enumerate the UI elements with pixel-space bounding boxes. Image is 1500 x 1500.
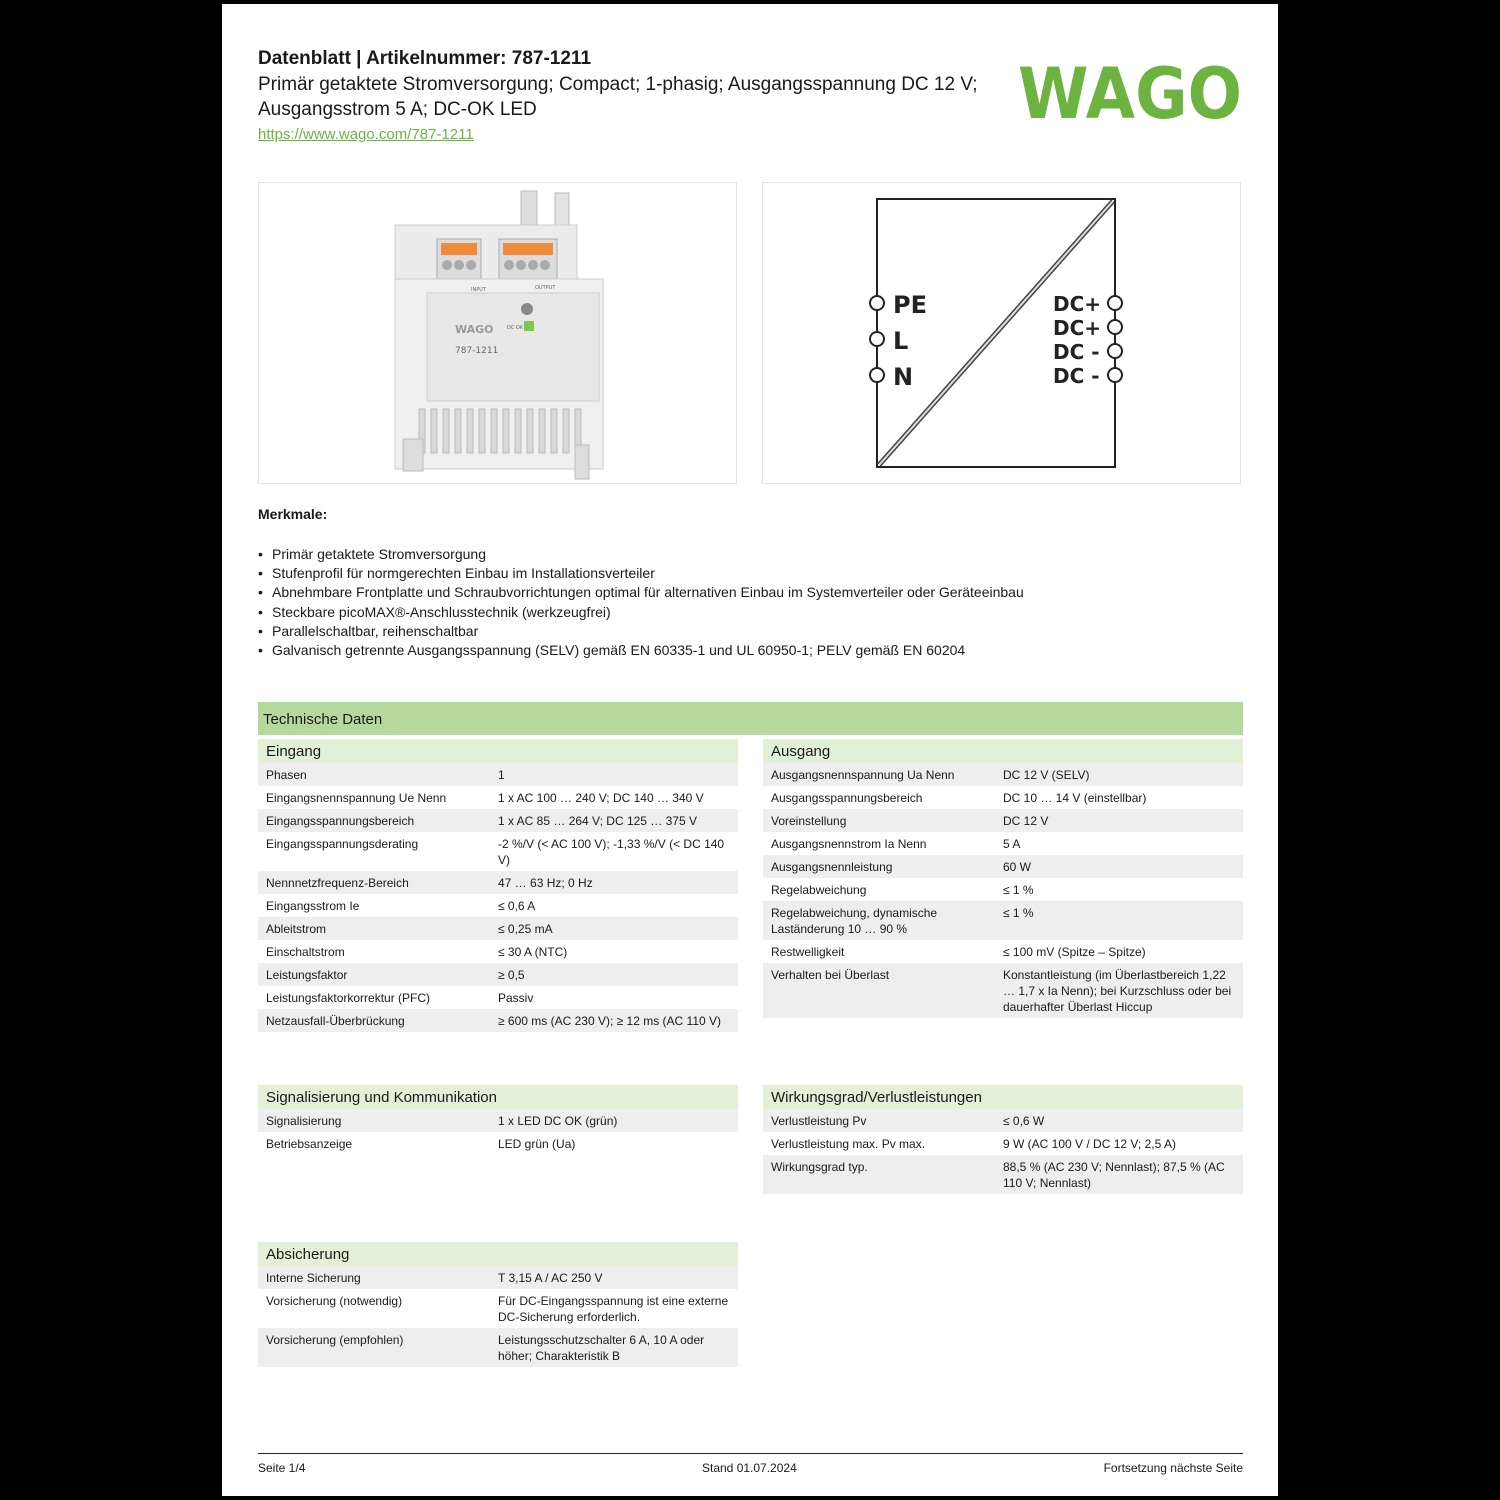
row-value: ≥ 0,5 [498, 968, 525, 982]
wago-logo [1016, 52, 1244, 138]
table-row [258, 1132, 738, 1155]
technical-data-header: Technische Daten [258, 702, 1243, 735]
table-row [258, 786, 738, 809]
row-value: Für DC-Eingangsspannung ist eine externe DC-Sicherung erforderlich. [498, 1294, 729, 1324]
row-value: ≤ 0,6 W [1003, 1114, 1045, 1128]
product-image-article-label: 787-1211 [455, 346, 499, 356]
product-image-output-label: OUTPUT [535, 285, 556, 291]
row-label: Nennnetzfrequenz-Bereich [266, 876, 409, 890]
table-absicherung-title: Absicherung [258, 1242, 738, 1266]
footer-page-number: Seite 1/4 [258, 1461, 306, 1475]
schematic-pin-dc-plus-1: DC+ [1053, 292, 1102, 316]
row-label: Verhalten bei Überlast [771, 968, 890, 982]
row-value: 9 W (AC 100 V / DC 12 V; 2,5 A) [1003, 1137, 1176, 1151]
row-label: Regelabweichung [771, 883, 867, 897]
row-value: LED grün (Ua) [498, 1137, 576, 1151]
table-row [763, 786, 1243, 809]
table-row [763, 1155, 1243, 1194]
row-value: 47 … 63 Hz; 0 Hz [498, 876, 593, 890]
wago-logo-text: WAGO [1018, 53, 1242, 135]
table-row [763, 855, 1243, 878]
table-eingang-title: Eingang [258, 739, 738, 763]
table-row [258, 963, 738, 986]
feature-item: • Stufenprofil für normgerechten Einbau im Installationsverteiler [258, 564, 1024, 583]
schematic-pin-dc-minus-2: DC - [1053, 364, 1100, 388]
row-label: Voreinstellung [771, 814, 847, 828]
row-value: 1 x AC 100 … 240 V; DC 140 … 340 V [498, 791, 704, 805]
table-ausgang-title: Ausgang [763, 739, 1243, 763]
table-row [258, 871, 738, 894]
row-value: -2 %/V (< AC 100 V); -1,33 %/V (< DC 140 V) [498, 837, 725, 867]
footer-date: Stand 01.07.2024 [702, 1461, 797, 1475]
table-row [258, 1328, 738, 1367]
row-value: ≤ 30 A (NTC) [498, 945, 568, 959]
row-value: DC 10 … 14 V (einstellbar) [1003, 791, 1147, 805]
row-label: Vorsicherung (empfohlen) [266, 1333, 404, 1347]
row-value: Konstantleistung (im Überlastbereich 1,22 … 1,7 x Ia Nenn); bei Kurzschluss oder bei dauerhafter Überlast Hiccup [1003, 968, 1232, 1014]
row-value: DC 12 V [1003, 814, 1049, 828]
row-label: Leistungsfaktor [266, 968, 348, 982]
table-row [258, 763, 738, 786]
schematic-symbol [762, 182, 1241, 484]
row-label: Verlustleistung Pv [771, 1114, 867, 1128]
feature-item: • Steckbare picoMAX®-Anschlusstechnik (werkzeugfrei) [258, 603, 1024, 622]
row-value: 1 [498, 768, 505, 782]
table-row [258, 894, 738, 917]
footer-continuation: Fortsetzung nächste Seite [1103, 1461, 1243, 1475]
table-row [258, 940, 738, 963]
table-absicherung [258, 1242, 738, 1367]
feature-item: • Parallelschaltbar, reihenschaltbar [258, 622, 1024, 641]
row-label: Eingangsspannungsderating [266, 837, 419, 851]
row-label: Verlustleistung max. Pv max. [771, 1137, 926, 1151]
row-label: Ausgangsnennstrom Ia Nenn [771, 837, 927, 851]
row-value: ≤ 100 mV (Spitze – Spitze) [1003, 945, 1146, 959]
page-title: Datenblatt | Artikelnummer: 787-1211 [258, 48, 592, 69]
features-title: Merkmale: [258, 506, 328, 522]
row-value: ≤ 0,6 A [498, 899, 536, 913]
row-label: Betriebsanzeige [266, 1137, 353, 1151]
row-value: ≤ 1 % [1003, 906, 1034, 920]
row-value: ≤ 0,25 mA [498, 922, 553, 936]
table-row [258, 986, 738, 1009]
table-row [763, 809, 1243, 832]
table-row [763, 763, 1243, 786]
row-value: 88,5 % (AC 230 V; Nennlast); 87,5 % (AC 110 V; Nennlast) [1003, 1160, 1225, 1190]
schematic-pin-pe: PE [893, 291, 927, 319]
row-label: Regelabweichung, dynamische Laständerung 10 … 90 % [771, 906, 938, 936]
features-list [258, 545, 1024, 660]
datasheet-page [222, 4, 1278, 1496]
row-value: Passiv [498, 991, 534, 1005]
table-row [763, 940, 1243, 963]
table-wirkungsgrad-title: Wirkungsgrad/Verlustleistungen [763, 1085, 1243, 1109]
product-image-dcok-label: DC OK [507, 325, 524, 331]
row-label: Leistungsfaktorkorrektur (PFC) [266, 991, 431, 1005]
row-label: Eingangsstrom Ie [266, 899, 360, 913]
row-label: Eingangsspannungsbereich [266, 814, 415, 828]
table-row [763, 878, 1243, 901]
page-subtitle: Primär getaktete Stromversorgung; Compact; 1-phasig; Ausgangsspannung DC 12 V; Ausgangsstrom 5 A; DC-OK LED [258, 74, 978, 120]
row-value: ≤ 1 % [1003, 883, 1034, 897]
row-label: Phasen [266, 768, 307, 782]
row-label: Signalisierung [266, 1114, 342, 1128]
row-value: Leistungsschutzschalter 6 A, 10 A oder höher; Charakteristik B [498, 1333, 705, 1363]
feature-item: • Primär getaktete Stromversorgung [258, 545, 1024, 564]
row-label: Netzausfall-Überbrückung [266, 1014, 405, 1028]
row-label: Wirkungsgrad typ. [771, 1160, 868, 1174]
table-row [258, 1109, 738, 1132]
table-row [763, 832, 1243, 855]
table-row [258, 917, 738, 940]
table-row [258, 1266, 738, 1289]
row-label: Ausgangsnennleistung [771, 860, 893, 874]
schematic-pin-dc-plus-2: DC+ [1053, 316, 1102, 340]
table-row [763, 901, 1243, 940]
row-label: Interne Sicherung [266, 1271, 361, 1285]
schematic-pin-dc-minus-1: DC - [1053, 340, 1100, 364]
row-label: Einschaltstrom [266, 945, 345, 959]
row-value: T 3,15 A / AC 250 V [498, 1271, 603, 1285]
product-image-input-label: INPUT [471, 287, 486, 293]
row-value: 1 x LED DC OK (grün) [498, 1114, 618, 1128]
table-row [258, 1009, 738, 1032]
table-signalisierung-title: Signalisierung und Kommunikation [258, 1085, 738, 1109]
product-photo [258, 182, 737, 484]
schematic-pin-n: N [893, 363, 914, 391]
row-value: 5 A [1003, 837, 1021, 851]
table-row [763, 963, 1243, 1018]
feature-item: • Abnehmbare Frontplatte und Schraubvorrichtungen optimal für alternativen Einbau im Systemverteiler oder Geräteeinbau [258, 583, 1024, 602]
table-eingang [258, 739, 738, 1032]
table-row [763, 1109, 1243, 1132]
schematic-pin-l: L [893, 327, 909, 355]
row-label: Vorsicherung (notwendig) [266, 1294, 403, 1308]
row-label: Ausgangsspannungsbereich [771, 791, 923, 805]
table-signalisierung [258, 1085, 738, 1155]
table-row [763, 1132, 1243, 1155]
row-value: 60 W [1003, 860, 1032, 874]
row-label: Ausgangsnennspannung Ua Nenn [771, 768, 955, 782]
table-wirkungsgrad [763, 1085, 1243, 1194]
feature-item: • Galvanisch getrennte Ausgangsspannung (SELV) gemäß EN 60335-1 und UL 60950-1; PELV gemäß EN 60204 [258, 641, 1024, 660]
table-row [258, 832, 738, 871]
table-row [258, 809, 738, 832]
footer-divider [258, 1453, 1243, 1454]
row-value: ≥ 600 ms (AC 230 V); ≥ 12 ms (AC 110 V) [498, 1014, 722, 1028]
product-link[interactable]: https://www.wago.com/787-1211 [258, 126, 474, 143]
product-image-wago-label: WAGO [455, 323, 494, 336]
row-label: Restwelligkeit [771, 945, 845, 959]
table-row [258, 1289, 738, 1328]
row-value: 1 x AC 85 … 264 V; DC 125 … 375 V [498, 814, 697, 828]
row-value: DC 12 V (SELV) [1003, 768, 1090, 782]
table-ausgang [763, 739, 1243, 1018]
row-label: Eingangsnennspannung Ue Nenn [266, 791, 447, 805]
row-label: Ableitstrom [266, 922, 327, 936]
